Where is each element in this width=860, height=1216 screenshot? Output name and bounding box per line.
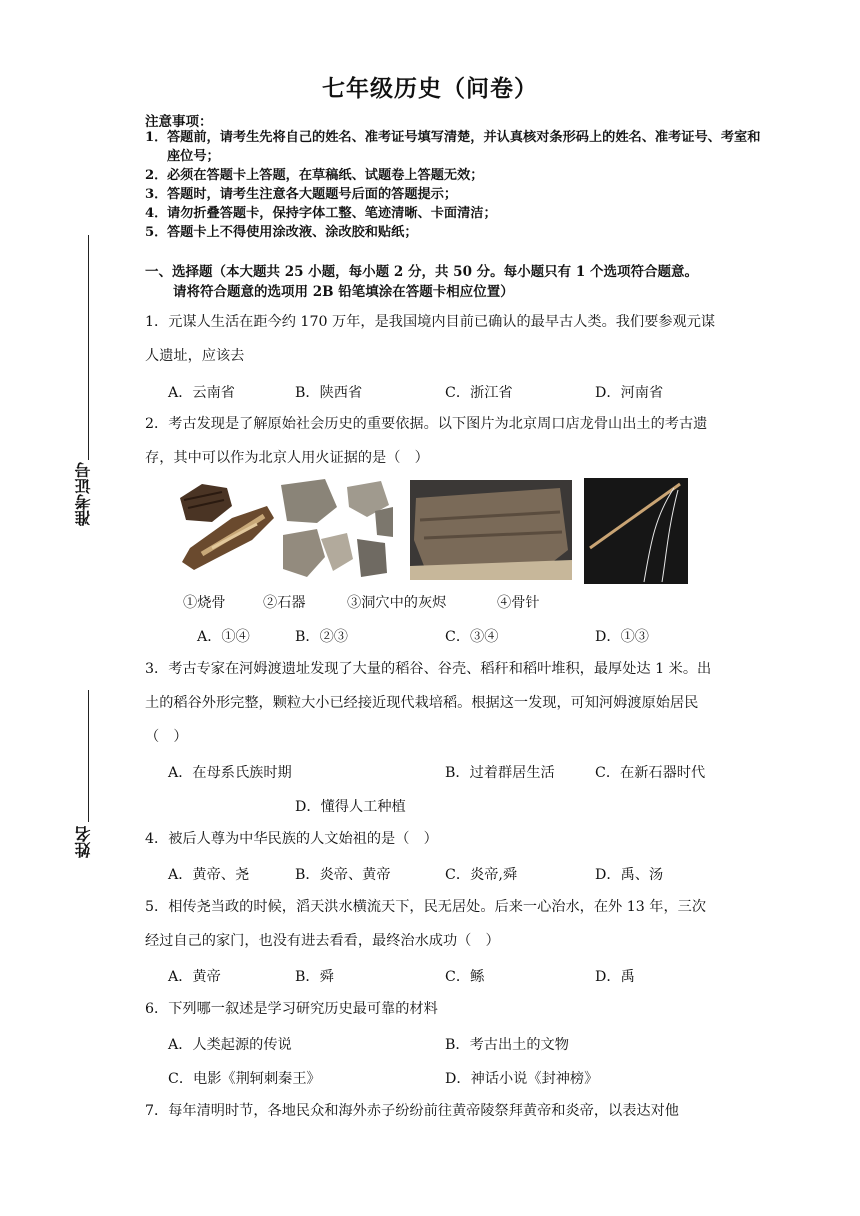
question-5: 5．相传尧当政的时候，滔天洪水横流天下，民无居处。后来一心治水，在外 13 年，三次经过自己的家门，也没有进去看看，最终治水成功（ ） xyxy=(145,899,707,949)
note-item xyxy=(145,223,765,242)
note-number: 5． xyxy=(145,225,168,240)
q2-option-b[interactable]: B．②③ xyxy=(295,629,348,645)
question-7: 7．每年清明时节，各地民众和海外赤子纷纷前往黄帝陵祭拜黄帝和炎帝，以表达对他 xyxy=(145,1103,679,1119)
q3-option-c[interactable]: C．在新石器时代 xyxy=(595,765,706,781)
note-item xyxy=(145,204,765,223)
q2-option-a[interactable]: A．①④ xyxy=(197,629,250,645)
note-number: 4． xyxy=(145,206,168,221)
q2-option-c[interactable]: C．③④ xyxy=(445,629,499,645)
name-label: 姓名 xyxy=(74,826,93,858)
q6-option-c[interactable]: C．电影《荆轲刺秦王》 xyxy=(168,1071,321,1087)
cave-ash-image xyxy=(410,480,572,580)
note-number: 2． xyxy=(145,168,168,183)
q1-option-b[interactable]: B．陕西省 xyxy=(295,385,363,401)
q6-option-d[interactable]: D．神话小说《封神榜》 xyxy=(445,1071,599,1087)
question-6: 6．下列哪一叙述是学习研究历史最可靠的材料 xyxy=(145,1001,438,1017)
q1-option-d[interactable]: D．河南省 xyxy=(595,385,664,401)
q4-option-d[interactable]: D．禹、汤 xyxy=(595,867,664,883)
bone-needle-image xyxy=(584,478,688,584)
q3-option-d[interactable]: D．懂得人工种植 xyxy=(295,799,406,815)
q5-option-a[interactable]: A．黄帝 xyxy=(168,969,221,985)
q1-option-a[interactable]: A．云南省 xyxy=(168,385,235,401)
section-heading xyxy=(145,262,745,302)
note-number: 1． xyxy=(145,130,168,145)
caption-3: ③洞穴中的灰烬 xyxy=(347,595,447,611)
caption-4: ④骨针 xyxy=(497,595,540,611)
note-text: 答题前，请考生先将自己的姓名、准考证号填写清楚，并认真核对条形码上的姓名、准考证号、考室和座位号； xyxy=(167,130,761,164)
question-3: 3．考古专家在河姆渡遗址发现了大量的稻谷、谷壳、稻秆和稻叶堆积，最厚处达 1 米。出土的稻谷外形完整，颗粒大小已经接近现代栽培稻。根据这一发现，可知河姆渡原始居民（ ） xyxy=(145,661,712,745)
name-line[interactable] xyxy=(88,690,89,822)
note-item xyxy=(145,166,765,185)
notes-heading: 注意事项： xyxy=(145,114,213,130)
caption-2: ②石器 xyxy=(263,595,306,611)
note-item xyxy=(145,128,765,166)
q6-option-a[interactable]: A．人类起源的传说 xyxy=(168,1037,292,1053)
exam-id-line[interactable] xyxy=(88,235,89,460)
stone-tools-image xyxy=(277,477,393,583)
q3-option-a[interactable]: A．在母系氏族时期 xyxy=(168,765,292,781)
question-4: 4．被后人尊为中华民族的人文始祖的是（ ） xyxy=(145,831,438,847)
q1-option-c[interactable]: C．浙江省 xyxy=(445,385,513,401)
exam-id-label: 准考证号 xyxy=(74,462,93,526)
q5-option-b[interactable]: B．舜 xyxy=(295,969,334,985)
q4-option-c[interactable]: C．炎帝,舜 xyxy=(445,867,518,883)
q5-option-c[interactable]: C．鲧 xyxy=(445,969,485,985)
burnt-bone-image xyxy=(172,478,276,580)
q5-option-d[interactable]: D．禹 xyxy=(595,969,635,985)
q2-option-d[interactable]: D．①③ xyxy=(595,629,649,645)
notes-list xyxy=(145,128,765,242)
note-text: 请勿折叠答题卡，保持字体工整、笔迹清晰、卡面清洁； xyxy=(167,206,497,221)
note-text: 答题时，请考生注意各大题题号后面的答题提示； xyxy=(167,187,458,202)
q4-option-b[interactable]: B．炎帝、黄帝 xyxy=(295,867,391,883)
q4-option-a[interactable]: A．黄帝、尧 xyxy=(168,867,250,883)
note-number: 3． xyxy=(145,187,168,202)
section-line-2: 请将符合题意的选项用 2B 铅笔填涂在答题卡相应位置） xyxy=(173,284,514,300)
q6-option-b[interactable]: B．考古出土的文物 xyxy=(445,1037,569,1053)
note-text: 答题卡上不得使用涂改液、涂改胶和贴纸； xyxy=(167,225,418,240)
q3-option-b[interactable]: B．过着群居生活 xyxy=(445,765,555,781)
caption-1: ①烧骨 xyxy=(183,595,226,611)
note-item xyxy=(145,185,765,204)
note-text: 必须在答题卡上答题，在草稿纸、试题卷上答题无效； xyxy=(167,168,484,183)
section-line-1: 一、选择题（本大题共 25 小题，每小题 2 分，共 50 分。每小题只有 1 个选项符合题意。 xyxy=(145,264,698,280)
question-2: 2．考古发现是了解原始社会历史的重要依据。以下图片为北京周口店龙骨山出土的考古遗存，其中可以作为北京人用火证据的是（ ） xyxy=(145,416,708,466)
question-1: 1．元谋人生活在距今约 170 万年，是我国境内目前已确认的最早古人类。我们要参观元谋人遗址，应该去 xyxy=(145,314,716,364)
page-title: 七年级历史（问卷） xyxy=(322,76,538,102)
